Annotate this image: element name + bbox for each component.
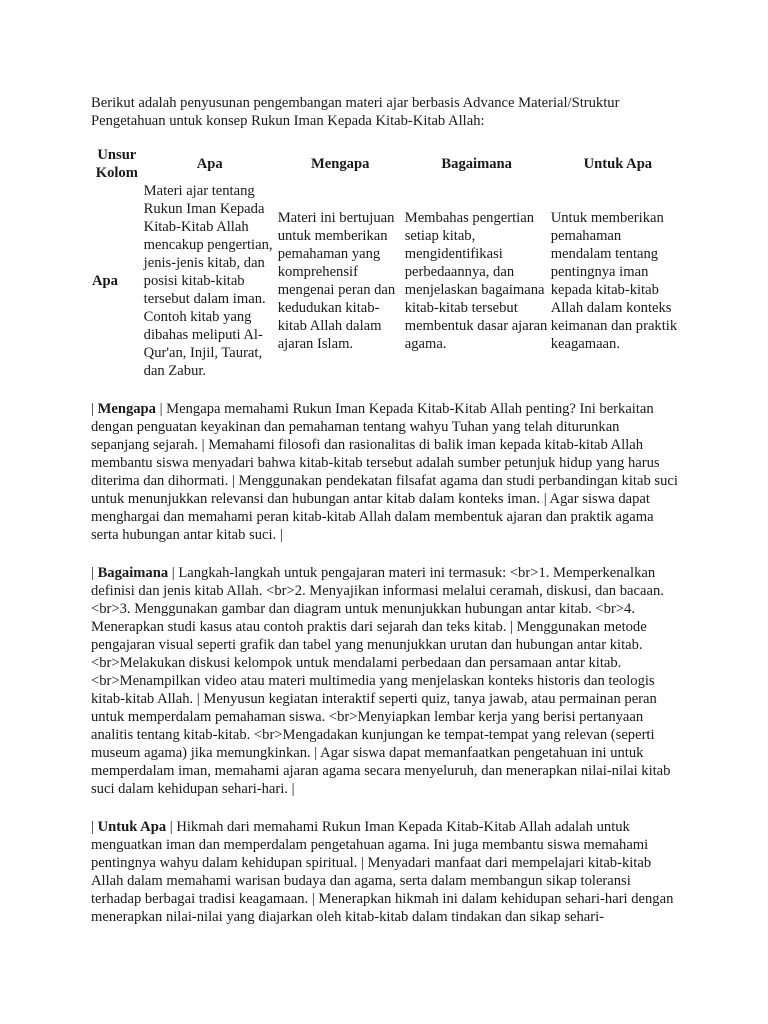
material-structure-table (91, 146, 686, 380)
header-unsur-kolom: Unsur Kolom (95, 147, 138, 181)
paragraph-prefix: | (91, 565, 98, 581)
paragraph-label: Mengapa (97, 401, 156, 417)
cell-bagaimana: Membahas pengertian setiap kitab, mengidentifikasi perbedaannya, dan menjelaskan bagaimana kitab-kitab tersebut membentuk dasar ajaran agama. (404, 210, 548, 352)
paragraph-text: | Hikmah dari memahami Rukun Iman Kepada Kitab-Kitab Allah adalah untuk menguatkan iman dan memperdalam pengetahuan agama. Ini juga membantu siswa memahami pentingnya wahyu dalam kehidupan spiritual. | Menyadari manfaat dari mempelajari kitab-kitab Allah dalam memahami warisan budaya dan agama, serta dalam membangun sikap toleransi terhadap berbagai tradisi keagamaan. | Menerapkan hikmah ini dalam kehidupan sehari-hari dengan menerapkan nilai-nilai yang diajarkan oleh kitab-kitab dalam tindakan dan sikap sehari- (91, 819, 674, 925)
row-label-apa: Apa (92, 273, 118, 289)
paragraph-untuk-apa (91, 818, 681, 926)
paragraph-text: | Langkah-langkah untuk pengajaran materi ini termasuk: <br>1. Memperkenalkan definisi dan jenis kitab Allah. <br>2. Menyajikan informasi melalui ceramah, diskusi, dan bacaan. <br>3. Menggunakan gambar dan diagram untuk menunjukkan hubungan antar kitab. <br>4. Menerapkan studi kasus atau contoh praktis dari sejarah dan teks kitab. | Menggunakan metode pengajaran visual seperti grafik dan tabel yang menunjukkan urutan dan hubungan antar kitab. <br>Melakukan diskusi kelompok untuk mendalami perbedaan dan persamaan antar kitab. <br>Menampilkan video atau materi multimedia yang menjelaskan konteks historis dan teologis kitab-kitab Allah. | Menyusun kegiatan interaktif seperti quiz, tanya jawab, atau permainan peran untuk memperdalam pemahaman siswa. <br>Menyiapkan lembar kerja yang berisi pertanyaan analitis tentang kitab-kitab. <br>Mengadakan kunjungan ke tempat-tempat yang relevan (seperti museum agama) jika memungkinkan. | Agar siswa dapat memanfaatkan pengetahuan ini untuk memperdalam iman, memahami ajaran agama secara menyeluruh, dan menerapkan nilai-nilai kitab suci dalam kehidupan sehari-hari. | (91, 565, 671, 797)
cell-untuk-apa: Untuk memberikan pemahaman mendalam tentang pentingnya iman kepada kitab-kitab Allah dalam konteks keimanan dan praktik keagamaan. (550, 210, 678, 352)
intro-paragraph: Berikut adalah penyusunan pengembangan materi ajar berbasis Advance Material/Struktur Pengetahuan untuk konsep Rukun Iman Kepada Kitab-Kitab Allah: (91, 95, 620, 129)
table-header-row (91, 146, 686, 182)
paragraph-prefix: | (91, 819, 98, 835)
header-bagaimana: Bagaimana (441, 156, 512, 172)
paragraph-prefix: | (91, 401, 98, 417)
paragraph-mengapa (91, 400, 681, 544)
paragraph-label: Untuk Apa (97, 819, 167, 835)
document-page (91, 94, 681, 926)
table-row (91, 182, 686, 380)
cell-apa: Materi ajar tentang Rukun Iman Kepada Kitab-Kitab Allah mencakup pengertian, jenis-jenis kitab, dan posisi kitab-kitab tersebut dalam iman. Contoh kitab yang dibahas meliputi Al-Qur'an, Injil, Taurat, dan Zabur. (143, 183, 273, 379)
header-apa: Apa (196, 156, 223, 172)
header-mengapa: Mengapa (311, 156, 370, 172)
cell-mengapa: Materi ini bertujuan untuk memberikan pemahaman yang komprehensif mengenai peran dan kedudukan kitab-kitab Allah dalam ajaran Islam. (277, 210, 396, 352)
paragraph-bagaimana (91, 564, 681, 798)
header-untuk-apa: Untuk Apa (583, 156, 653, 172)
paragraph-text: | Mengapa memahami Rukun Iman Kepada Kitab-Kitab Allah penting? Ini berkaitan dengan penguatan keyakinan dan pemahaman tentang wahyu Tuhan yang telah diturunkan sepanjang sejarah. | Memahami filosofi dan rasionalitas di balik iman kepada kitab-kitab Allah membantu siswa menyadari bahwa kitab-kitab tersebut adalah sumber petunjuk hidup yang harus diterima dan dihormati. | Menggunakan pendekatan filsafat agama dan studi perbandingan kitab suci untuk menunjukkan relevansi dan hubungan antar kitab dalam konteks iman. | Agar siswa dapat menghargai dan memahami peran kitab-kitab Allah dalam membentuk ajaran dan praktik agama serta hubungan antar kitab suci. | (91, 401, 678, 543)
paragraph-label: Bagaimana (97, 565, 169, 581)
